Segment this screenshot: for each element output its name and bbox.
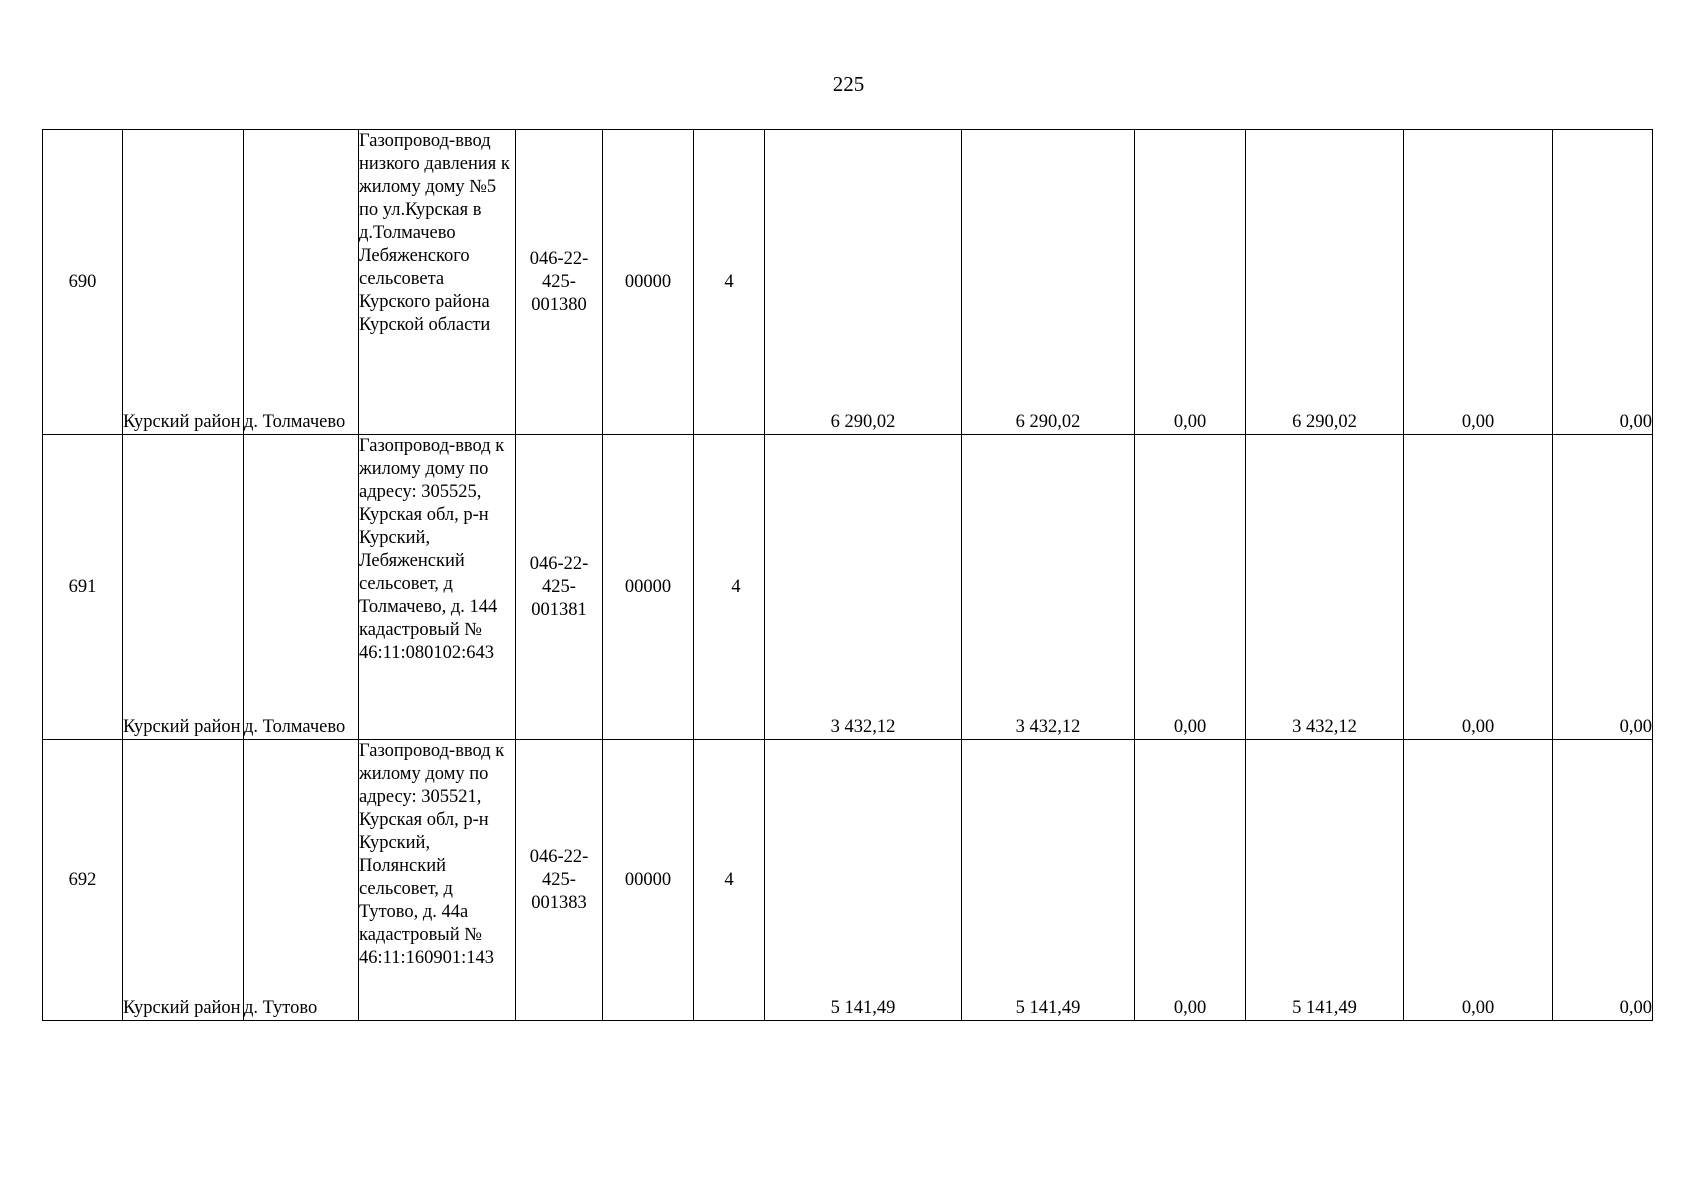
amount-cell: 0,00	[1135, 435, 1246, 740]
amount-cell: 6 290,02	[962, 130, 1135, 435]
row-number-cell: 692	[43, 740, 123, 1021]
code-cell: 00000	[603, 130, 694, 435]
district-cell: Курский район	[123, 130, 244, 435]
amount-cell: 5 141,49	[1246, 740, 1404, 1021]
register-table	[42, 129, 1653, 1021]
amount-cell: 0,00	[1553, 740, 1653, 1021]
locality-cell: д. Тутово	[244, 740, 359, 1021]
amount-cell: 3 432,12	[962, 435, 1135, 740]
class-cell: 4	[694, 435, 765, 740]
registry-code-cell: 046-22-425-001381	[516, 435, 603, 740]
amount-cell: 6 290,02	[765, 130, 962, 435]
table-row	[43, 740, 1653, 1021]
amount-cell: 6 290,02	[1246, 130, 1404, 435]
table-row	[43, 435, 1653, 740]
registry-code-cell: 046-22-425-001383	[516, 740, 603, 1021]
object-description-cell: Газопровод-ввод к жилому дому по адресу: 305521, Курская обл, р-н Курский, Полянский сельсовет, д Тутово, д. 44а кадастровый № 46:11:160901:143	[359, 740, 516, 1021]
amount-cell: 0,00	[1404, 435, 1553, 740]
locality-cell: д. Толмачево	[244, 435, 359, 740]
district-cell: Курский район	[123, 435, 244, 740]
amount-cell: 5 141,49	[765, 740, 962, 1021]
class-cell: 4	[694, 740, 765, 1021]
amount-cell: 5 141,49	[962, 740, 1135, 1021]
object-description-cell: Газопровод-ввод к жилому дому по адресу: 305525, Курская обл, р-н Курский, Лебяженский сельсовет, д Толмачево, д. 144 кадастровый № 46:11:080102:643	[359, 435, 516, 740]
amount-cell: 0,00	[1553, 435, 1653, 740]
row-number-cell: 690	[43, 130, 123, 435]
amount-cell: 3 432,12	[765, 435, 962, 740]
class-cell: 4	[694, 130, 765, 435]
page-number: 225	[832, 72, 865, 96]
code-cell: 00000	[603, 435, 694, 740]
locality-cell: д. Толмачево	[244, 130, 359, 435]
object-description-cell: Газопровод-ввод низкого давления к жилому дому №5 по ул.Курская в д.Толмачево Лебяженского сельсовета Курского района Курской области	[359, 130, 516, 435]
amount-cell: 3 432,12	[1246, 435, 1404, 740]
amount-cell: 0,00	[1553, 130, 1653, 435]
table-row	[43, 130, 1653, 435]
code-cell: 00000	[603, 740, 694, 1021]
amount-cell: 0,00	[1404, 740, 1553, 1021]
row-number-cell: 691	[43, 435, 123, 740]
amount-cell: 0,00	[1135, 740, 1246, 1021]
district-cell: Курский район	[123, 740, 244, 1021]
amount-cell: 0,00	[1404, 130, 1553, 435]
registry-code-cell: 046-22-425-001380	[516, 130, 603, 435]
amount-cell: 0,00	[1135, 130, 1246, 435]
